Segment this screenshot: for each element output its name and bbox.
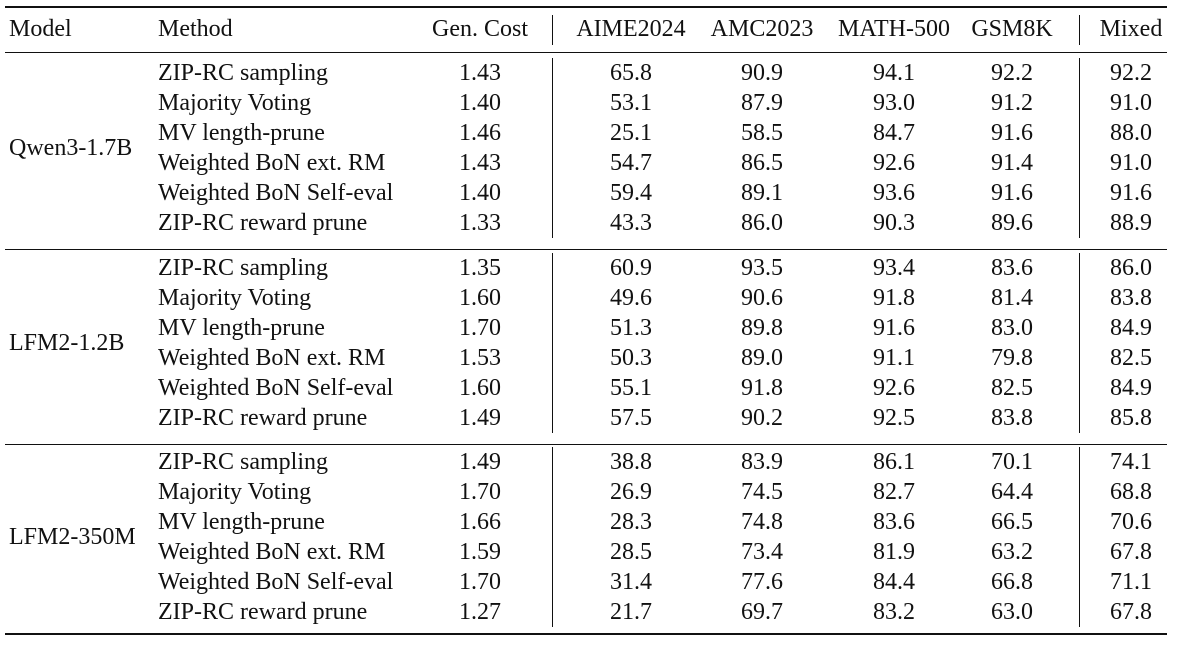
- mixed-cell: 86.0: [1110, 255, 1152, 281]
- gen_cost-cell: 1.43: [459, 60, 501, 86]
- group-divider-1: [552, 253, 553, 433]
- aime2024-cell: 43.3: [610, 210, 652, 236]
- aime2024-cell: 31.4: [610, 569, 652, 595]
- aime2024-cell: 57.5: [610, 405, 652, 431]
- method-cell: ZIP-RC reward prune: [158, 599, 368, 625]
- gen_cost-cell: 1.53: [459, 345, 501, 371]
- math500-cell: 83.6: [873, 509, 915, 535]
- gsm8k-cell: 89.6: [991, 210, 1033, 236]
- amc2023-cell: 89.8: [741, 315, 783, 341]
- amc2023-cell: 58.5: [741, 120, 783, 146]
- gsm8k-cell: 83.6: [991, 255, 1033, 281]
- header-mixed: Mixed: [1099, 16, 1163, 42]
- header-model: Model: [9, 16, 72, 42]
- gen_cost-cell: 1.60: [459, 285, 501, 311]
- aime2024-cell: 28.3: [610, 509, 652, 535]
- header-rule: [5, 52, 1167, 53]
- gen_cost-cell: 1.33: [459, 210, 501, 236]
- method-cell: ZIP-RC sampling: [158, 449, 329, 475]
- math500-cell: 94.1: [873, 60, 915, 86]
- top-rule: [5, 6, 1167, 8]
- aime2024-cell: 49.6: [610, 285, 652, 311]
- group-divider-1: [552, 447, 553, 627]
- gen_cost-cell: 1.35: [459, 255, 501, 281]
- group-separator-rule: [5, 444, 1167, 445]
- aime2024-cell: 21.7: [610, 599, 652, 625]
- gen_cost-cell: 1.46: [459, 120, 501, 146]
- header-divider-1: [552, 15, 553, 45]
- method-cell: ZIP-RC reward prune: [158, 405, 368, 431]
- aime2024-cell: 38.8: [610, 449, 652, 475]
- gsm8k-cell: 64.4: [991, 479, 1033, 505]
- math500-cell: 93.4: [873, 255, 915, 281]
- model-label: LFM2-1.2B: [9, 330, 125, 356]
- math500-cell: 82.7: [873, 479, 915, 505]
- method-cell: Weighted BoN Self-eval: [158, 569, 394, 595]
- gen_cost-cell: 1.40: [459, 180, 501, 206]
- math500-cell: 90.3: [873, 210, 915, 236]
- amc2023-cell: 89.0: [741, 345, 783, 371]
- method-cell: ZIP-RC sampling: [158, 60, 329, 86]
- group-divider-2: [1079, 253, 1080, 433]
- gen_cost-cell: 1.70: [459, 479, 501, 505]
- header-gen_cost: Gen. Cost: [432, 16, 528, 42]
- aime2024-cell: 28.5: [610, 539, 652, 565]
- mixed-cell: 74.1: [1110, 449, 1152, 475]
- aime2024-cell: 65.8: [610, 60, 652, 86]
- math500-cell: 92.6: [873, 375, 915, 401]
- amc2023-cell: 89.1: [741, 180, 783, 206]
- mixed-cell: 84.9: [1110, 375, 1152, 401]
- mixed-cell: 67.8: [1110, 599, 1152, 625]
- amc2023-cell: 90.2: [741, 405, 783, 431]
- amc2023-cell: 93.5: [741, 255, 783, 281]
- mixed-cell: 67.8: [1110, 539, 1152, 565]
- amc2023-cell: 77.6: [741, 569, 783, 595]
- math500-cell: 86.1: [873, 449, 915, 475]
- mixed-cell: 68.8: [1110, 479, 1152, 505]
- math500-cell: 91.6: [873, 315, 915, 341]
- math500-cell: 84.4: [873, 569, 915, 595]
- gen_cost-cell: 1.60: [459, 375, 501, 401]
- math500-cell: 91.8: [873, 285, 915, 311]
- amc2023-cell: 74.8: [741, 509, 783, 535]
- math500-cell: 91.1: [873, 345, 915, 371]
- gsm8k-cell: 92.2: [991, 60, 1033, 86]
- header-amc2023: AMC2023: [710, 16, 814, 42]
- header-method: Method: [158, 16, 233, 42]
- group-divider-1: [552, 58, 553, 238]
- mixed-cell: 91.0: [1110, 150, 1152, 176]
- gen_cost-cell: 1.59: [459, 539, 501, 565]
- amc2023-cell: 73.4: [741, 539, 783, 565]
- group-divider-2: [1079, 447, 1080, 627]
- mixed-cell: 91.6: [1110, 180, 1152, 206]
- amc2023-cell: 86.5: [741, 150, 783, 176]
- amc2023-cell: 91.8: [741, 375, 783, 401]
- gsm8k-cell: 83.0: [991, 315, 1033, 341]
- mixed-cell: 88.0: [1110, 120, 1152, 146]
- gen_cost-cell: 1.70: [459, 569, 501, 595]
- method-cell: Majority Voting: [158, 479, 312, 505]
- gsm8k-cell: 83.8: [991, 405, 1033, 431]
- mixed-cell: 70.6: [1110, 509, 1152, 535]
- method-cell: Weighted BoN Self-eval: [158, 375, 394, 401]
- gsm8k-cell: 70.1: [991, 449, 1033, 475]
- aime2024-cell: 55.1: [610, 375, 652, 401]
- gen_cost-cell: 1.49: [459, 405, 501, 431]
- aime2024-cell: 26.9: [610, 479, 652, 505]
- gen_cost-cell: 1.27: [459, 599, 501, 625]
- method-cell: Weighted BoN ext. RM: [158, 539, 386, 565]
- amc2023-cell: 83.9: [741, 449, 783, 475]
- math500-cell: 84.7: [873, 120, 915, 146]
- group-divider-2: [1079, 58, 1080, 238]
- gsm8k-cell: 63.0: [991, 599, 1033, 625]
- method-cell: ZIP-RC reward prune: [158, 210, 368, 236]
- method-cell: MV length-prune: [158, 315, 325, 341]
- aime2024-cell: 53.1: [610, 90, 652, 116]
- header-aime2024: AIME2024: [576, 16, 686, 42]
- method-cell: Weighted BoN ext. RM: [158, 345, 386, 371]
- gsm8k-cell: 91.6: [991, 120, 1033, 146]
- group-separator-rule: [5, 249, 1167, 250]
- gsm8k-cell: 66.5: [991, 509, 1033, 535]
- header-divider-2: [1079, 15, 1080, 45]
- aime2024-cell: 25.1: [610, 120, 652, 146]
- gen_cost-cell: 1.49: [459, 449, 501, 475]
- gen_cost-cell: 1.43: [459, 150, 501, 176]
- mixed-cell: 71.1: [1110, 569, 1152, 595]
- gsm8k-cell: 82.5: [991, 375, 1033, 401]
- gen_cost-cell: 1.70: [459, 315, 501, 341]
- aime2024-cell: 51.3: [610, 315, 652, 341]
- math500-cell: 92.6: [873, 150, 915, 176]
- mixed-cell: 92.2: [1110, 60, 1152, 86]
- model-label: LFM2-350M: [9, 524, 136, 550]
- mixed-cell: 91.0: [1110, 90, 1152, 116]
- mixed-cell: 84.9: [1110, 315, 1152, 341]
- mixed-cell: 85.8: [1110, 405, 1152, 431]
- amc2023-cell: 74.5: [741, 479, 783, 505]
- amc2023-cell: 90.6: [741, 285, 783, 311]
- amc2023-cell: 69.7: [741, 599, 783, 625]
- method-cell: Majority Voting: [158, 90, 312, 116]
- mixed-cell: 83.8: [1110, 285, 1152, 311]
- bottom-rule: [5, 633, 1167, 635]
- method-cell: Weighted BoN Self-eval: [158, 180, 394, 206]
- method-cell: Majority Voting: [158, 285, 312, 311]
- method-cell: MV length-prune: [158, 120, 325, 146]
- gsm8k-cell: 91.2: [991, 90, 1033, 116]
- gsm8k-cell: 66.8: [991, 569, 1033, 595]
- math500-cell: 93.0: [873, 90, 915, 116]
- gsm8k-cell: 91.4: [991, 150, 1033, 176]
- gsm8k-cell: 91.6: [991, 180, 1033, 206]
- gsm8k-cell: 63.2: [991, 539, 1033, 565]
- header-math500: MATH-500: [838, 16, 950, 42]
- amc2023-cell: 86.0: [741, 210, 783, 236]
- math500-cell: 83.2: [873, 599, 915, 625]
- gsm8k-cell: 81.4: [991, 285, 1033, 311]
- math500-cell: 81.9: [873, 539, 915, 565]
- amc2023-cell: 90.9: [741, 60, 783, 86]
- math500-cell: 93.6: [873, 180, 915, 206]
- mixed-cell: 88.9: [1110, 210, 1152, 236]
- method-cell: Weighted BoN ext. RM: [158, 150, 386, 176]
- aime2024-cell: 59.4: [610, 180, 652, 206]
- gsm8k-cell: 79.8: [991, 345, 1033, 371]
- aime2024-cell: 50.3: [610, 345, 652, 371]
- header-gsm8k: GSM8K: [971, 16, 1053, 42]
- gen_cost-cell: 1.66: [459, 509, 501, 535]
- gen_cost-cell: 1.40: [459, 90, 501, 116]
- amc2023-cell: 87.9: [741, 90, 783, 116]
- math500-cell: 92.5: [873, 405, 915, 431]
- method-cell: MV length-prune: [158, 509, 325, 535]
- mixed-cell: 82.5: [1110, 345, 1152, 371]
- aime2024-cell: 54.7: [610, 150, 652, 176]
- model-label: Qwen3-1.7B: [9, 135, 133, 161]
- method-cell: ZIP-RC sampling: [158, 255, 329, 281]
- aime2024-cell: 60.9: [610, 255, 652, 281]
